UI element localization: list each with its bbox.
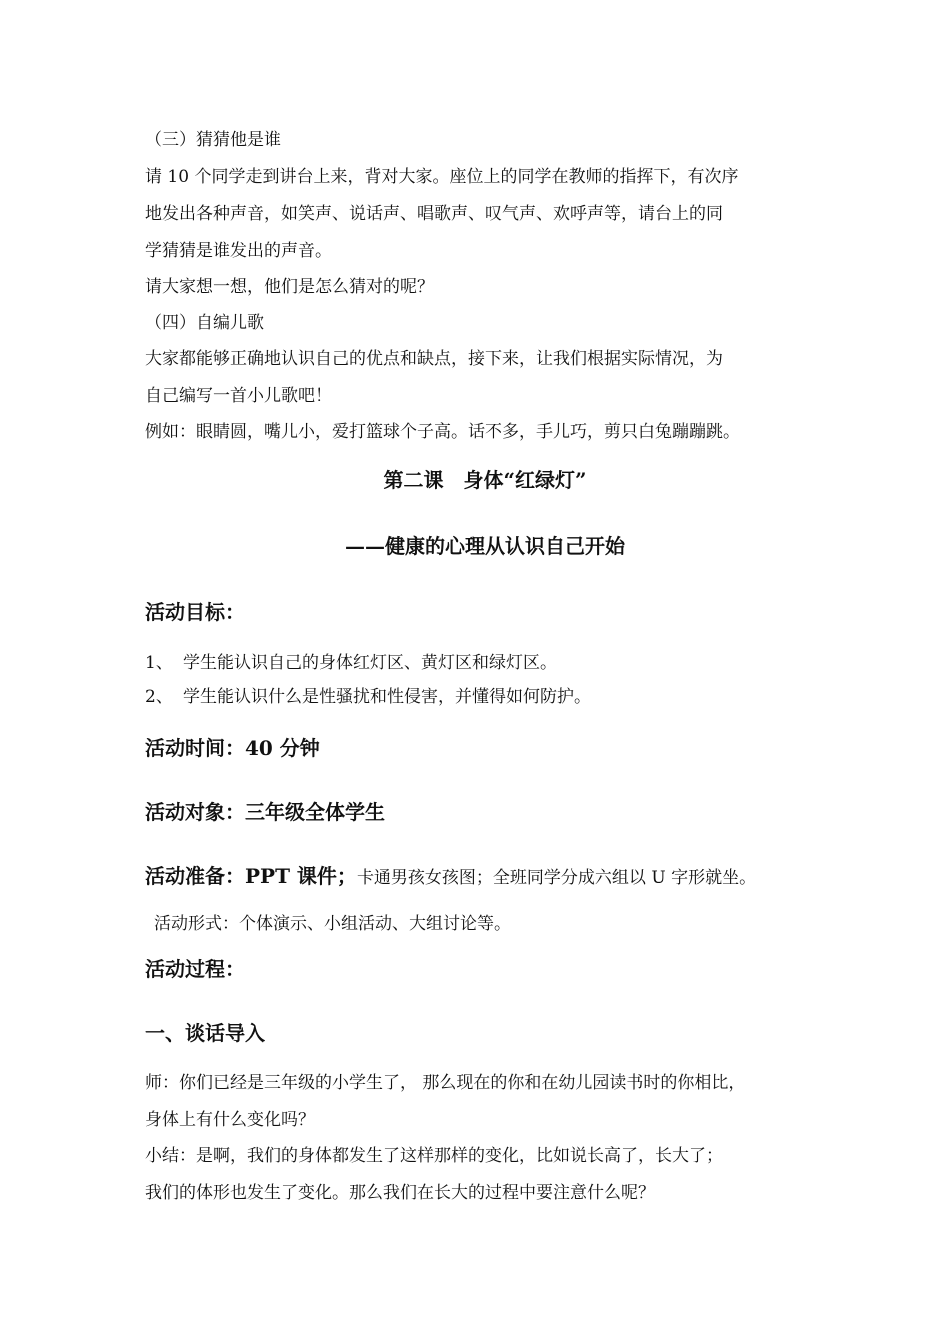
goal-item-number: 1、 xyxy=(145,653,173,673)
goal-item-text: 学生能认识什么是性骚扰和性侵害，并懂得如何防护。 xyxy=(183,687,591,707)
process-heading: 活动过程： xyxy=(145,957,245,981)
section3-heading: （三）猜猜他是谁 xyxy=(145,130,281,150)
part1-heading: 一、谈话导入 xyxy=(145,1021,265,1045)
lesson-title: 第二课 身体“红绿灯” xyxy=(383,468,587,492)
goal-item-text: 学生能认识自己的身体红灯区、黄灯区和绿灯区。 xyxy=(183,653,557,673)
activity-prep xyxy=(145,862,825,892)
part1-line-3: 小结：是啊，我们的身体都发生了这样那样的变化，比如说长高了，长大了； xyxy=(145,1146,723,1166)
document-page xyxy=(145,122,825,1211)
goal-item-1 xyxy=(145,646,825,680)
activity-target: 活动对象：三年级全体学生 xyxy=(145,800,385,824)
lesson-subtitle: ——健康的心理从认识自己开始 xyxy=(345,534,625,558)
goal-item-number: 2、 xyxy=(145,687,173,707)
goal-item-2 xyxy=(145,680,825,714)
activity-form: 活动形式：个体演示、小组活动、大组讨论等。 xyxy=(154,914,511,934)
section3-line-3: 学猜猜是谁发出的声音。 xyxy=(145,241,332,261)
section4-line-1: 大家都能够正确地认识自己的优点和缺点，接下来，让我们根据实际情况，为 xyxy=(145,349,723,369)
section3-line-2: 地发出各种声音，如笑声、说话声、唱歌声、叹气声、欢呼声等，请台上的同 xyxy=(145,204,723,224)
section4-line-3: 例如：眼睛圆，嘴儿小，爱打篮球个子高。话不多，手儿巧，剪只白兔蹦蹦跳。 xyxy=(145,422,740,442)
goals-heading: 活动目标： xyxy=(145,600,245,624)
section4-heading: （四）自编儿歌 xyxy=(145,313,264,333)
section3-line-1: 请 10 个同学走到讲台上来，背对大家。座位上的同学在教师的指挥下，有次序 xyxy=(145,167,739,187)
part1-line-4: 我们的体形也发生了变化。那么我们在长大的过程中要注意什么呢？ xyxy=(145,1183,655,1203)
section4-line-2: 自己编写一首小儿歌吧！ xyxy=(145,386,332,406)
activity-prep-label: 活动准备：PPT 课件； xyxy=(145,864,357,888)
part1-line-2: 身体上有什么变化吗？ xyxy=(145,1110,315,1130)
activity-time: 活动时间：40 分钟 xyxy=(145,736,320,760)
section3-line-4: 请大家想一想，他们是怎么猜对的呢？ xyxy=(145,277,434,297)
activity-prep-text: 卡通男孩女孩图；全班同学分成六组以 U 字形就坐。 xyxy=(356,868,757,888)
part1-line-1: 师：你们已经是三年级的小学生了， 那么现在的你和在幼儿园读书时的你相比， xyxy=(145,1073,746,1093)
